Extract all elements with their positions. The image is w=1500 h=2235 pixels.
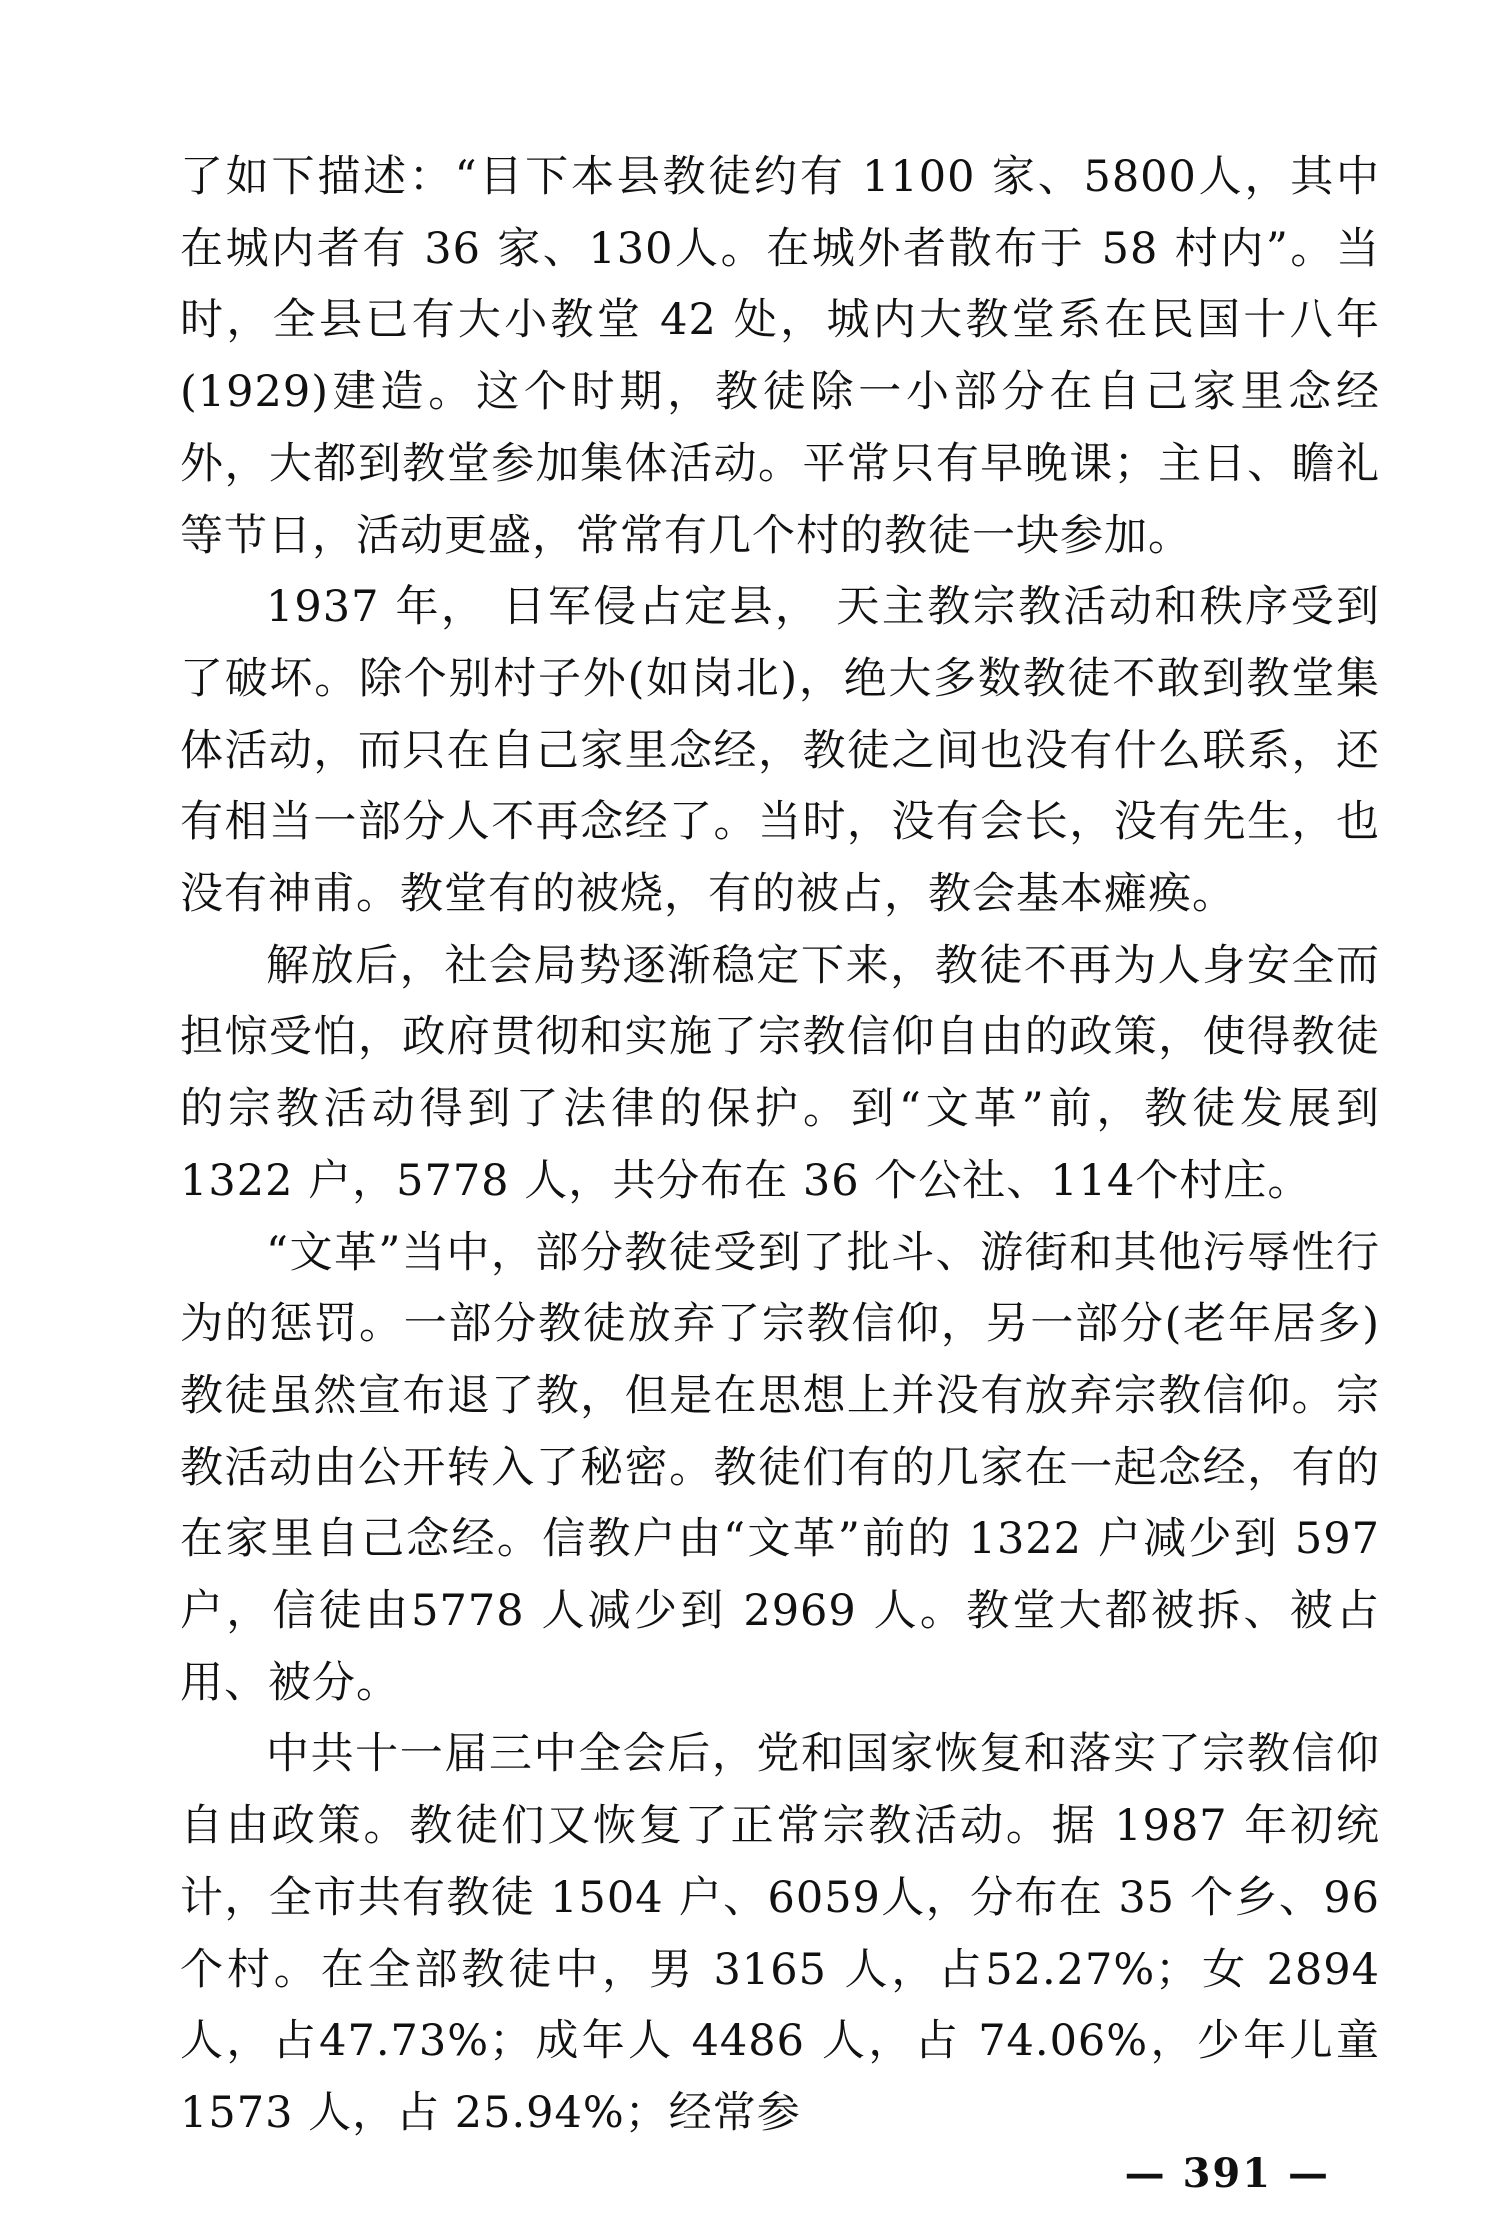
paragraph-continuation: 了如下描述：“目下本县教徒约有 1100 家、5800人，其中在城内者有 36 家、130人。在城外者散布于 58 村内”。当时，全县已有大小教堂 42 处，城内大教堂系在民国十八年(1929)建造。这个时期，教徒除一小部分在自己家里念经外，大都到教堂参加集体活动。平常只有早晚课；主日、瞻礼等节日，活动更盛，常常有几个村的教徒一块参加。 [180,152,1380,561]
page-number: — 391 — [1124,2150,1330,2197]
paragraph-third-plenum: 中共十一届三中全会后，党和国家恢复和落实了宗教信仰自由政策。教徒们又恢复了正常宗教活动。据 1987 年初统计，全市共有教徒 1504 户、6059人，分布在 35 个乡、96 个村。在全部教徒中，男 3165 人，占52.27%；女 2894 人，占47.73%；成年人 4486 人，占 74.06%，少年儿童 1573 人，占 25.94%；经常参 [180,1729,1380,2138]
paragraph-1937: 1937 年， 日军侵占定县， 天主教宗教活动和秩序受到了破坏。除个别村子外(如岗北)，绝大多数教徒不敢到教堂集体活动，而只在自己家里念经，教徒之间也没有什么联系，还有相当一部分人不再念经了。当时，没有会长，没有先生，也没有神甫。教堂有的被烧，有的被占，教会基本瘫痪。 [180,582,1380,920]
paragraph-cultural-revolution: “文革”当中，部分教徒受到了批斗、游街和其他污辱性行为的惩罚。一部分教徒放弃了宗教信仰，另一部分(老年居多)教徒虽然宣布退了教，但是在思想上并没有放弃宗教信仰。宗教活动由公开转入了秘密。教徒们有的几家在一起念经，有的在家里自己念经。信教户由“文革”前的 1322 户减少到 597 户，信徒由5778 人减少到 2969 人。教堂大都被拆、被占用、被分。 [180,1227,1380,1708]
paragraph-liberation: 解放后，社会局势逐渐稳定下来，教徒不再为人身安全而担惊受怕，政府贯彻和实施了宗教信仰自由的政策，使得教徒的宗教活动得到了法律的保护。到“文革”前，教徒发展到 1322 户，5778 人，共分布在 36 个公社、114个村庄。 [180,940,1380,1206]
body-text [180,142,1380,2150]
